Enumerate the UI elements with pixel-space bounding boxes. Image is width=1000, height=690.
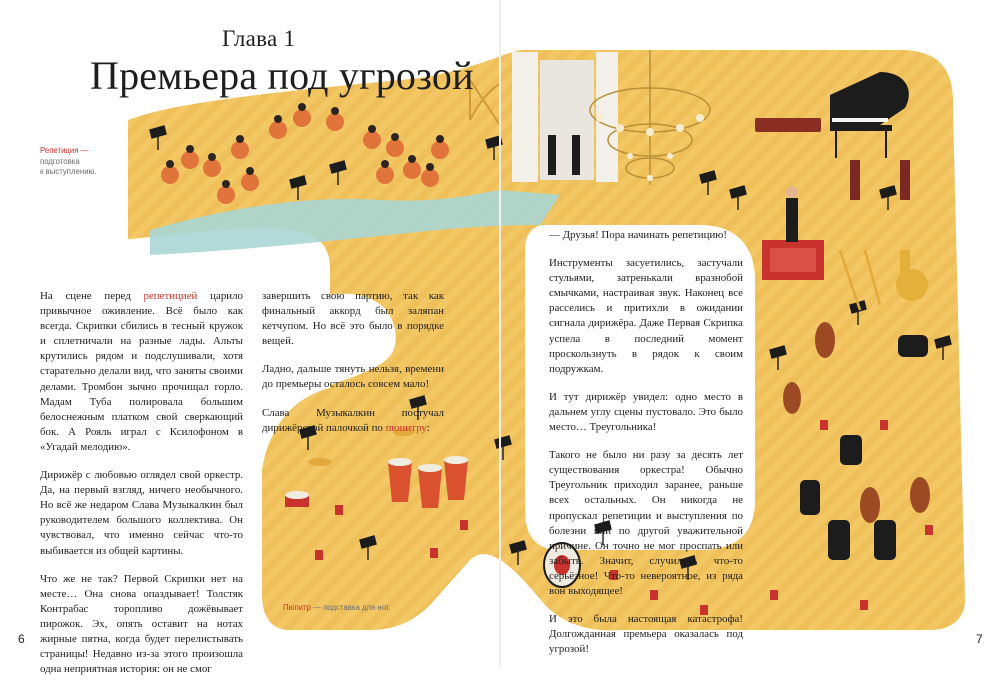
paragraph: — Друзья! Пора начинать репетицию! bbox=[549, 229, 728, 241]
paragraph: Такого не было ни разу за десять лет существования оркестра! Обычно Треугольник приходил заранее, раньше всех остальных. Он никогда не пропускал репетиции и выступления по болезни или по другой уважительной причине. Он точно не мог проспать или забыть. Значит, случилось что-то серьёзное! Что-то невероятное, из ряда вон выходящее! bbox=[549, 449, 743, 597]
side-note-rehearsal bbox=[40, 146, 97, 178]
side-note-def-line-2: к выступлению. bbox=[40, 167, 97, 176]
text-column-1 bbox=[40, 289, 243, 690]
side-note-term: Пюпитр bbox=[283, 603, 311, 612]
paragraph: Дирижёр с любовью оглядел свой оркестр. Да, на первый взгляд, ничего необычного. Но всё же недаром Слава Музыкалкин был руководителем большого коллектива. Он чувствовал, что именно сейчас что-то выбивается из общей картины. bbox=[40, 469, 243, 557]
page-number-right: 7 bbox=[976, 632, 983, 646]
paragraph: Инструменты засуетились, застучали стульями, затренькали вразнобой смычками, настраивая звук. Наконец все расселись и притихли в ожидании сигнала дирижёра. Даже Первая Скрипка успела в последний момент проскользнуть в рядок к своим подружкам. bbox=[549, 257, 743, 375]
side-note-term: Репетиция bbox=[40, 146, 79, 155]
glossary-link-rehearsal[interactable]: репетицией bbox=[143, 290, 198, 302]
side-note-dash: — bbox=[78, 146, 89, 155]
side-note-def-line-1: подготовка bbox=[40, 156, 80, 166]
xylophone bbox=[755, 118, 821, 132]
text-column-3 bbox=[549, 228, 743, 670]
page-number-left: 6 bbox=[18, 632, 25, 646]
chapter-label: Глава 1 bbox=[222, 26, 296, 51]
text-run: : bbox=[426, 421, 430, 434]
side-note-def: — подставка для нот. bbox=[310, 603, 391, 612]
text-run: Слава Музыкалкин постучал дирижёрской палочкой по bbox=[262, 406, 444, 434]
side-note-music-stand bbox=[283, 603, 391, 614]
column-left bbox=[512, 52, 538, 182]
page-gutter bbox=[499, 0, 501, 667]
paragraph: Ладно, дальше тянуть нельзя, времени до премьеры осталось совсем мало! bbox=[262, 363, 444, 391]
paragraph bbox=[262, 406, 444, 436]
text-run: На сцене перед bbox=[40, 290, 144, 302]
glossary-link-music-stand[interactable]: пюпитру bbox=[385, 421, 427, 434]
paragraph: Что же не так? Первой Скрипки нет на месте… Она снова опаздывает! Толстяк Контрабас торопливо дожёвывает пирожок. Эх, опять оставит на нотах жирные пятна, когда будет перелистывать страницы! Недавно из-за этого произошла одна неприятная история: он не смог bbox=[40, 572, 243, 676]
text-run: царило привычное оживление. Всё было как всегда. Скрипки сбились в тесный кружок и сплетничали на разные лады. Альты крутились рядом и подслушивали, хотя старательно делали вид, что заняты своими делами. Тромбон зычно прочищал горло. Мадам Туба полировала большим белоснежным платком свой сверкающий бок. А Рояль играл с Ксилофоном в «Угадай мелодию». bbox=[40, 290, 243, 453]
paragraph: завершить свою партию, так как финальный аккорд был заляпан кетчупом. Но всё это было в порядке вещей. bbox=[262, 290, 444, 348]
chapter-title: Премьера под угрозой bbox=[90, 53, 474, 98]
paragraph: И это была настоящая катастрофа! Долгожданная премьера оказалась под угрозой! bbox=[549, 613, 743, 656]
snare-drum bbox=[285, 491, 309, 507]
text-column-2 bbox=[262, 289, 444, 449]
paragraph: И тут дирижёр увидел: одно место в дальнем углу сцены пустовало. Это было место… Треугольника! bbox=[549, 390, 743, 434]
paragraph bbox=[40, 289, 243, 455]
